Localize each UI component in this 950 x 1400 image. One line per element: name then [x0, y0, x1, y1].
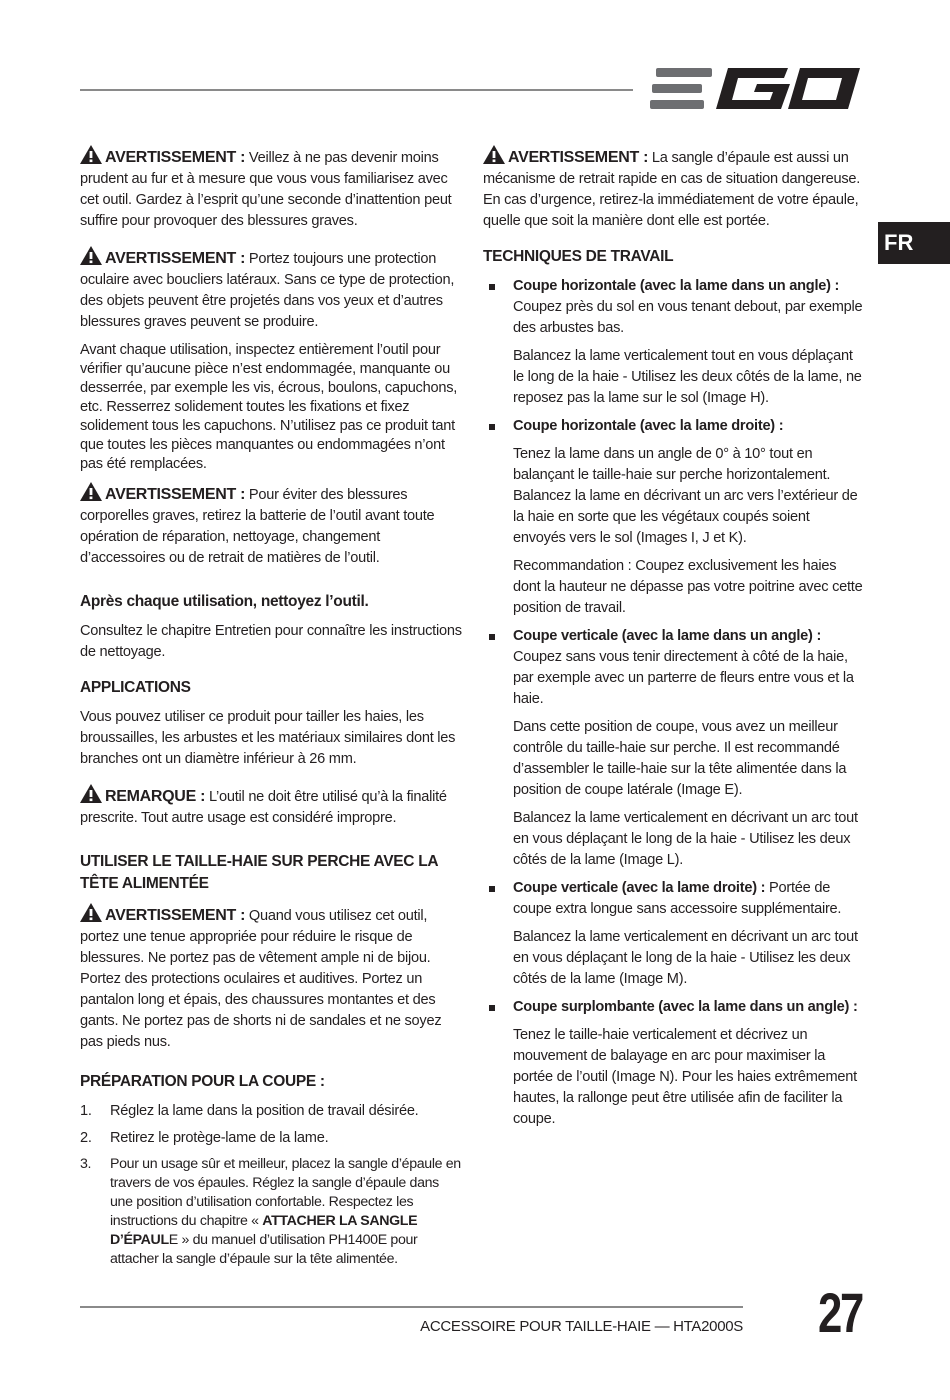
- warning-block: [80, 482, 462, 569]
- warning-label: AVERTISSEMENT :: [105, 486, 246, 503]
- technique-paragraph: Tenez la lame dans un angle de 0° à 10° tout en balançant le taille-haie sur perche horizontalement. Balancez la lame en décrivant un arc vers l’extérieur de la haie en sorte que les végétaux coupés soient envoyés vers le sol (Images I, J et K).: [513, 446, 858, 546]
- step-text: Pour un usage sûr et meilleur, placez la sangle d’épaule en travers de vos épaules. Réglez la sangle d’épaule dans une position d’utilisation confortable. Respectez les instructions du chapitre «: [110, 1156, 461, 1229]
- list-item: [483, 997, 865, 1018]
- technique-paragraph: Balancez la lame verticalement en décrivant un arc tout en vous déplaçant le long de la haie - Utilisez les deux côtés de la lame (Image M).: [513, 929, 858, 987]
- footer-title: ACCESSOIRE POUR TAILLE-HAIE — HTA2000S: [420, 1318, 743, 1335]
- square-bullet-icon: [489, 284, 495, 290]
- warning-label: AVERTISSEMENT :: [105, 250, 246, 267]
- technique-title: Coupe verticale (avec la lame droite) :: [513, 880, 766, 896]
- note-text: L’outil ne doit être utilisé qu’à la finalité prescrite. Tout autre usage est considéré impropre.: [80, 789, 447, 826]
- technique-title: Coupe surplombante (avec la lame dans un angle) :: [513, 999, 858, 1015]
- section-heading-preparation: PRÉPARATION POUR LA COUPE :: [80, 1073, 325, 1090]
- warning-label: AVERTISSEMENT :: [105, 907, 246, 924]
- warning-label: AVERTISSEMENT :: [508, 149, 649, 166]
- technique-paragraph: Balancez la lame verticalement tout en vous déplaçant le long de la haie - Utilisez les deux côtés de la lame, ne reposez pas la lame sur le sol (Image H).: [513, 348, 862, 406]
- square-bullet-icon: [489, 424, 495, 430]
- step-number: 2.: [80, 1130, 92, 1146]
- step-bold-reference: ATTACHER LA SANGLE D’ÉPAUL: [110, 1213, 418, 1248]
- header-rule: [80, 89, 633, 91]
- list-item: [80, 1128, 462, 1149]
- step-number: 3.: [80, 1156, 92, 1172]
- list-item: [80, 1155, 462, 1269]
- technique-paragraph: Recommandation : Coupez exclusivement les haies dont la hauteur ne dépasse pas votre poitrine avec cette position de travail.: [513, 558, 863, 616]
- warning-triangle-icon: [80, 145, 102, 164]
- warning-triangle-icon: [80, 784, 102, 803]
- cleaning-text: Consultez le chapitre Entretien pour connaître les instructions de nettoyage.: [80, 623, 462, 660]
- page-number: 27: [818, 1281, 862, 1344]
- warning-triangle-icon: [80, 903, 102, 922]
- ego-logo: [650, 66, 862, 112]
- step-text: Retirez le protège-lame de la lame.: [110, 1130, 329, 1146]
- list-item: [483, 276, 865, 339]
- technique-text: Portée de coupe extra longue sans accessoire supplémentaire.: [513, 880, 842, 917]
- technique-title: Coupe horizontale (avec la lame droite) :: [513, 418, 784, 434]
- square-bullet-icon: [489, 634, 495, 640]
- warning-block: [80, 246, 462, 333]
- warning-block: [80, 145, 462, 232]
- technique-paragraph: Balancez la lame verticalement en décrivant un arc tout en vous déplaçant le long de la haie - Utilisez les deux côtés de la lame (Image L).: [513, 810, 858, 868]
- warning-block: [483, 145, 865, 232]
- inspection-paragraph: Avant chaque utilisation, inspectez entièrement l’outil pour vérifier qu’aucune pièce n’est endommagée, manquante ou desserrée, par exemple les vis, écrous, boulons, capuchons, etc. Resserrez solidement toutes les fixations et fixez solidement tous les capuchons. N’utilisez pas ce produit tant que toutes les pièces manquantes ou endommagées n’ont pas été remplacées.: [80, 342, 458, 472]
- section-heading-applications: APPLICATIONS: [80, 679, 191, 696]
- applications-text: Vous pouvez utiliser ce produit pour tailler les haies, les broussailles, les arbustes et les matériaux similaires dont les branches ont un diamètre inférieur à 26 mm.: [80, 709, 456, 767]
- technique-paragraph: Dans cette position de coupe, vous avez un meilleur contrôle du taille-haie sur perche. Il est recommandé d’assembler le taille-haie sur la tête alimentée dans la position de coupe latérale (Image E).: [513, 719, 847, 798]
- technique-text: Coupez sans vous tenir directement à côté de la haie, par exemple avec un parterre de fleurs entre vous et la haie.: [513, 649, 854, 707]
- left-column: [80, 145, 462, 1275]
- warning-text: La sangle d’épaule est aussi un mécanisme de retrait rapide en cas de situation dangereuse. En cas d’urgence, retirez-la immédiatement de votre épaule, quelle que soit la manière dont elle est portée.: [483, 150, 861, 229]
- technique-title: Coupe verticale (avec la lame dans un angle) :: [513, 628, 822, 644]
- footer-rule: [80, 1306, 743, 1308]
- warning-text: Veillez à ne pas devenir moins prudent au fur et à mesure que vous vous familiarisez avec cet outil. Gardez à l’esprit qu’une seconde d’inattention peut suffire pour provoquer des blessures graves.: [80, 150, 452, 229]
- warning-text: Portez toujours une protection oculaire avec boucliers latéraux. Sans ce type de protection, des objets peuvent être projetés dans vos yeux et d’autres blessures graves peuvent se produire.: [80, 251, 455, 330]
- list-item: [483, 878, 865, 920]
- warning-triangle-icon: [80, 482, 102, 501]
- section-heading-cleaning: Après chaque utilisation, nettoyez l’outil.: [80, 593, 369, 610]
- list-item: [483, 626, 865, 710]
- right-column: [483, 145, 865, 1137]
- step-text: Réglez la lame dans la position de travail désirée.: [110, 1103, 419, 1119]
- section-heading-techniques: TECHNIQUES DE TRAVAIL: [483, 248, 674, 265]
- step-text-continued: E » du manuel d’utilisation PH1400E pour attacher la sangle d’épaule sur la tête alimentée.: [110, 1232, 418, 1267]
- technique-paragraph: Tenez le taille-haie verticalement et décrivez un mouvement de balayage en arc pour maximiser la portée de l’outil (Image N). Pour les haies extrêmement hautes, la rallonge peut être utilisée afin de faciliter la coupe.: [513, 1027, 857, 1127]
- warning-triangle-icon: [80, 246, 102, 265]
- technique-title: Coupe horizontale (avec la lame dans un angle) :: [513, 278, 840, 294]
- list-item: [80, 1101, 462, 1122]
- warning-block: [80, 903, 462, 1053]
- warning-text: Pour éviter des blessures corporelles graves, retirez la batterie de l’outil avant toute opération de réparation, nettoyage, changement d’accessoires ou de retrait de matières de l’outil.: [80, 487, 435, 566]
- technique-text: Coupez près du sol en vous tenant debout, par exemple des arbustes bas.: [513, 299, 863, 336]
- warning-label: AVERTISSEMENT :: [105, 149, 246, 166]
- language-tab: FR: [878, 222, 950, 264]
- square-bullet-icon: [489, 886, 495, 892]
- note-block: [80, 784, 462, 829]
- warning-triangle-icon: [483, 145, 505, 164]
- section-heading-use: UTILISER LE TAILLE-HAIE SUR PERCHE AVEC LA TÊTE ALIMENTÉE: [80, 853, 438, 892]
- note-label: REMARQUE :: [105, 788, 206, 805]
- list-item: [483, 416, 865, 437]
- step-number: 1.: [80, 1103, 92, 1119]
- square-bullet-icon: [489, 1005, 495, 1011]
- preparation-steps: [80, 1101, 462, 1269]
- warning-text: Quand vous utilisez cet outil, portez une tenue appropriée pour réduire le risque de blessures. Ne portez pas de vêtement ample ni de bijou. Portez des protections oculaires et auditives. Portez un pantalon long et épais, des chaussures montantes et des gants. Ne portez pas de shorts ni de sandales et ne soyez pas pieds nus.: [80, 908, 442, 1050]
